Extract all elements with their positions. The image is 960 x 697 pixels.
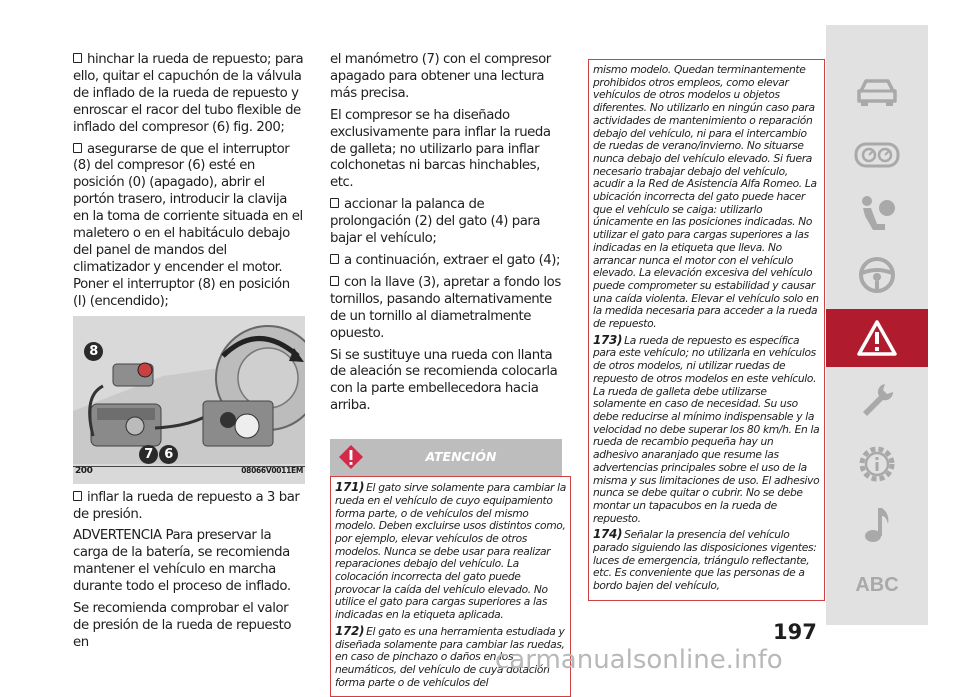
callout-7: 7 <box>139 445 158 464</box>
steering-wheel-icon <box>857 255 897 295</box>
warning-173-number: 173) <box>593 332 623 347</box>
bullet-lower-vehicle: accionar la palanca de prolongación (2) del gato (4) para bajar el vehículo; <box>330 197 562 248</box>
paragraph-alloy-wheel: Si se sustituye una rueda con llanta de aleación se recomienda colocarla con la parte embellecedora hacia arriba. <box>330 347 558 414</box>
figure-number: 200 <box>75 465 93 476</box>
paragraph-battery-warning: ADVERTENCIA Para preservar la carga de la batería, se recomienda mantener el vehículo en marcha durante todo el proceso de inflado. <box>73 528 291 595</box>
page-number: 197 <box>773 620 817 644</box>
airbag-seat-icon <box>855 194 899 234</box>
sidebar-item-index[interactable] <box>826 556 928 614</box>
callout-8: 8 <box>84 342 103 361</box>
sidebar-item-maintenance[interactable] <box>826 371 928 429</box>
bullet-tighten-bolts: con la llave (3), apretar a fondo los tornillos, pasando alternativamente de un tornillo al diametralmente opuesto. <box>330 274 561 341</box>
warning-triangle-icon <box>856 319 898 357</box>
warning-box-col3 <box>588 59 825 601</box>
column-1 <box>73 52 305 657</box>
warning-174-number: 174) <box>593 527 623 542</box>
wrench-icon <box>857 380 897 420</box>
sidebar-item-car[interactable] <box>826 63 928 121</box>
paragraph-check-pressure: Se recomienda comprobar el valor de presión de la rueda de repuesto en <box>73 601 292 650</box>
music-note-icon <box>862 504 892 544</box>
gear-info-icon <box>856 443 898 485</box>
column-2 <box>330 52 566 697</box>
sidebar-item-emergency[interactable] <box>826 309 928 367</box>
bullet-inflate-3bar: inflar la rueda de repuesto a 3 bar de presión. <box>73 490 305 524</box>
attention-header <box>330 439 562 476</box>
compressor-illustration <box>73 316 305 484</box>
warning-172-number: 172) <box>335 623 365 638</box>
paragraph-compressor-use: El compresor se ha diseñado exclusivamente para inflar la rueda de galleta; no utilizarlo para inflar colchonetas ni barcas hinchables, etc. <box>330 107 551 191</box>
sidebar-item-driving[interactable] <box>826 246 928 304</box>
warning-174-text: Señalar la presencia del vehículo parado siguiendo las disposiciones vigentes: luces de emergencia, triángulo reflectante, etc. Es conveniente que las personas de a bordo bajen del vehículo, <box>593 528 817 593</box>
sidebar-abc-label: ABC <box>855 573 899 596</box>
figure-200 <box>73 316 305 484</box>
warning-174 <box>593 528 821 593</box>
instrument-panel-icon <box>854 142 900 168</box>
sidebar-item-technical-data[interactable] <box>826 435 928 493</box>
warning-173 <box>593 334 821 526</box>
warning-171-number: 171) <box>335 480 365 495</box>
bullet-extract-jack: a continuación, extraer el gato (4); <box>330 253 562 270</box>
warning-173-text: La rueda de repuesto es específica para este vehículo; no utilizarla en vehículos de otros modelos, ni utilizar ruedas de repuesto de otros modelos en este vehículo. La rueda de galleta debe utilizarse solamente en caso de necesidad. Su uso debe reducirse al mínimo indispensable y la velocidad no debe superar los 80 km/h. En la rueda de recambio pequeña hay un adhesivo anaranjado que resume las advertencias principales sobre el uso de la misma y sus limitaciones de uso. El adhesivo nunca se debe quitar o cubrir. No se debe montar un tapacubos en la rueda de repuesto. <box>593 333 820 525</box>
warning-171 <box>335 481 567 622</box>
warning-172-continued: mismo modelo. Quedan terminantemente prohibidos otros empleos, como elevar vehículos de otros modelos u objetos diferentes. No utilizarlo en ningún caso para actividades de mantenimiento o reparación debajo del vehículo, ni para el intercambio de ruedas de verano/invierno. No situarse nunca debajo del vehículo elevado. Si fuera necesario trabajar debajo del vehículo, acudir a la Red de Asistencia Alfa Romeo. La ubicación incorrecta del gato puede hacer que el vehículo se caiga: utilizarlo únicamente en las posiciones indicadas. No utilizar el gato para cargas superiores a las indicadas en la etiqueta que lleva. No arrancar nunca el motor con el vehículo elevado. La elevación excesiva del vehículo puede comprometer su estabilidad y causar una caída violenta. Elevar el vehículo solo en la medida necesaria para acceder a la rueda de repuesto. <box>593 63 819 331</box>
warning-172-text: El gato es una herramienta estudiada y diseñada solamente para cambiar las ruedas, en caso de pinchazo o daños en los neumáticos, del vehículo de cuya dotación forma parte o de vehículos del <box>335 624 565 689</box>
bullet-inflate-spare: hinchar la rueda de repuesto; para ello, quitar el capuchón de la válvula de inflado de la rueda de repuesto y enroscar el racor del tubo flexible de inflado del compresor (6) fig. 200; <box>73 52 304 135</box>
bullet-compressor-switch: asegurarse de que el interruptor (8) del compresor (6) esté en posición (0) (apagado), abrir el portón trasero, introducir la clavija en la toma de corriente situada en el maletero o en el habitáculo debajo del panel de mandos del climatizador y encender el motor. Poner el interruptor (8) en posición (I) (encendido); <box>73 142 305 311</box>
callout-6: 6 <box>159 445 178 464</box>
paragraph-manometer: el manómetro (7) con el compresor apagado para obtener una lectura más precisa. <box>330 52 551 101</box>
attention-title: ATENCIÓN <box>425 449 497 465</box>
sidebar-item-safety[interactable] <box>826 185 928 243</box>
sidebar-item-multimedia[interactable] <box>826 495 928 553</box>
figure-code: 08066V0011EM <box>241 465 303 475</box>
warning-171-text: El gato sirve solamente para cambiar la rueda en el vehículo de cuyo equipamiento forma parte, o de vehículos del mismo modelo. Deben excluirse usos distintos como, por ejemplo, elevar vehículos de otros modelos. Nunca se debe usar para realizar reparaciones debajo del vehículo. La colocación incorrecta del gato puede provocar la caída del vehículo elevado. No utilice el gato para cargas superiores a las indicadas en la etiqueta aplicada. <box>335 481 566 622</box>
car-icon <box>855 77 899 107</box>
watermark: carmanualsonline.info <box>495 645 783 675</box>
chapter-sidebar <box>826 25 928 625</box>
sidebar-item-instruments[interactable] <box>826 126 928 184</box>
